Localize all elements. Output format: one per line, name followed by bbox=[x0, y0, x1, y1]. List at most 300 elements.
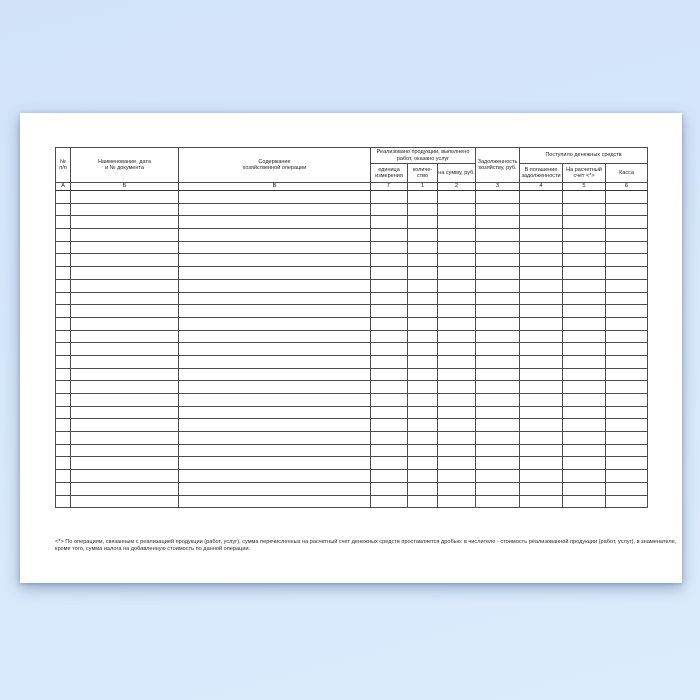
empty-cell bbox=[56, 267, 71, 280]
empty-cell bbox=[563, 216, 606, 229]
empty-cell bbox=[438, 330, 476, 343]
empty-cell bbox=[179, 203, 371, 216]
empty-cell bbox=[371, 279, 408, 292]
empty-cell bbox=[179, 495, 371, 508]
empty-cell bbox=[71, 267, 179, 280]
paper-sheet bbox=[20, 113, 682, 583]
empty-cell bbox=[520, 191, 563, 204]
empty-cell bbox=[179, 419, 371, 432]
header-col-cash-label: Касса bbox=[619, 169, 634, 176]
header-group-received bbox=[520, 148, 648, 164]
column-letter-b: Б bbox=[71, 183, 179, 191]
empty-cell bbox=[179, 343, 371, 356]
empty-cell bbox=[476, 406, 520, 419]
empty-cell bbox=[606, 470, 648, 483]
empty-cell bbox=[71, 432, 179, 445]
empty-cell bbox=[520, 381, 563, 394]
table-row bbox=[56, 343, 648, 356]
empty-cell bbox=[606, 267, 648, 280]
empty-cell bbox=[408, 203, 438, 216]
empty-cell bbox=[438, 343, 476, 356]
empty-cell bbox=[520, 355, 563, 368]
table-row bbox=[56, 279, 648, 292]
empty-cell bbox=[438, 292, 476, 305]
empty-cell bbox=[438, 216, 476, 229]
empty-cell bbox=[56, 394, 71, 407]
empty-cell bbox=[606, 406, 648, 419]
empty-cell bbox=[408, 381, 438, 394]
empty-cell bbox=[408, 432, 438, 445]
empty-cell bbox=[371, 241, 408, 254]
empty-cell bbox=[179, 279, 371, 292]
header-col-number-line1: № bbox=[60, 158, 66, 165]
header-col-amount bbox=[438, 164, 476, 183]
empty-cell bbox=[71, 495, 179, 508]
empty-cell bbox=[563, 470, 606, 483]
empty-cell bbox=[606, 216, 648, 229]
empty-cell bbox=[520, 343, 563, 356]
table-row bbox=[56, 330, 648, 343]
empty-cell bbox=[56, 432, 71, 445]
header-col-unit-line2: измерения bbox=[375, 173, 403, 179]
empty-cell bbox=[56, 343, 71, 356]
empty-cell bbox=[71, 317, 179, 330]
empty-cell bbox=[476, 343, 520, 356]
empty-cell bbox=[476, 279, 520, 292]
empty-cell bbox=[371, 216, 408, 229]
column-number-2: 2 bbox=[438, 183, 476, 191]
empty-cell bbox=[563, 254, 606, 267]
table-row bbox=[56, 241, 648, 254]
empty-cell bbox=[476, 495, 520, 508]
empty-cell bbox=[520, 305, 563, 318]
empty-cell bbox=[408, 368, 438, 381]
empty-cell bbox=[179, 229, 371, 242]
empty-cell bbox=[563, 355, 606, 368]
empty-cell bbox=[476, 381, 520, 394]
header-col-cash bbox=[606, 164, 648, 183]
empty-cell bbox=[563, 241, 606, 254]
empty-cell bbox=[520, 406, 563, 419]
empty-cell bbox=[520, 229, 563, 242]
header-col-operation-content bbox=[179, 148, 371, 183]
empty-cell bbox=[371, 317, 408, 330]
empty-cell bbox=[606, 394, 648, 407]
empty-cell bbox=[606, 229, 648, 242]
empty-cell bbox=[438, 368, 476, 381]
empty-cell bbox=[179, 254, 371, 267]
empty-cell bbox=[563, 343, 606, 356]
column-letter-a: А bbox=[56, 183, 71, 191]
empty-cell bbox=[71, 229, 179, 242]
column-letter-g: Г bbox=[371, 183, 408, 191]
empty-cell bbox=[371, 229, 408, 242]
empty-cell bbox=[476, 394, 520, 407]
table-header bbox=[56, 148, 648, 191]
header-col-quantity-line1: количе- bbox=[412, 166, 433, 173]
header-col-document bbox=[71, 148, 179, 183]
empty-cell bbox=[408, 470, 438, 483]
empty-cell bbox=[520, 216, 563, 229]
empty-cell bbox=[563, 432, 606, 445]
empty-cell bbox=[71, 381, 179, 394]
empty-cell bbox=[71, 368, 179, 381]
table-row bbox=[56, 495, 648, 508]
empty-cell bbox=[606, 279, 648, 292]
empty-cell bbox=[71, 343, 179, 356]
empty-cell bbox=[563, 495, 606, 508]
empty-cell bbox=[606, 444, 648, 457]
header-col-repayment-line2: задолженности bbox=[521, 173, 561, 179]
empty-cell bbox=[476, 317, 520, 330]
empty-cell bbox=[476, 457, 520, 470]
empty-cell bbox=[179, 470, 371, 483]
header-row-groups bbox=[56, 148, 648, 164]
header-col-repayment-line1: В погашение bbox=[524, 166, 558, 173]
empty-cell bbox=[563, 279, 606, 292]
empty-cell bbox=[563, 330, 606, 343]
empty-cell bbox=[56, 470, 71, 483]
empty-cell bbox=[520, 203, 563, 216]
header-group-received-label: Поступило денежных средств bbox=[545, 152, 622, 159]
header-col-settlement-account-line1: На расчетный bbox=[566, 166, 602, 173]
empty-cell bbox=[606, 419, 648, 432]
column-number-6: 6 bbox=[606, 183, 648, 191]
header-col-quantity bbox=[408, 164, 438, 183]
table-row bbox=[56, 216, 648, 229]
table-row bbox=[56, 292, 648, 305]
empty-cell bbox=[520, 482, 563, 495]
empty-cell bbox=[179, 457, 371, 470]
empty-cell bbox=[71, 191, 179, 204]
empty-cell bbox=[438, 267, 476, 280]
empty-cell bbox=[371, 457, 408, 470]
empty-cell bbox=[520, 330, 563, 343]
empty-cell bbox=[520, 317, 563, 330]
empty-cell bbox=[476, 203, 520, 216]
header-col-operation-content-line1: Содержание bbox=[258, 158, 291, 165]
empty-cell bbox=[606, 292, 648, 305]
header-col-number bbox=[56, 148, 71, 183]
empty-cell bbox=[71, 241, 179, 254]
empty-cell bbox=[438, 432, 476, 445]
empty-cell bbox=[520, 419, 563, 432]
header-col-document-line2: и № документа bbox=[105, 165, 144, 171]
empty-cell bbox=[408, 241, 438, 254]
empty-cell bbox=[606, 495, 648, 508]
empty-cell bbox=[520, 495, 563, 508]
empty-cell bbox=[371, 203, 408, 216]
table-row bbox=[56, 355, 648, 368]
empty-cell bbox=[563, 203, 606, 216]
empty-cell bbox=[71, 203, 179, 216]
empty-cell bbox=[179, 394, 371, 407]
empty-cell bbox=[371, 394, 408, 407]
empty-cell bbox=[438, 419, 476, 432]
empty-cell bbox=[179, 330, 371, 343]
empty-cell bbox=[408, 216, 438, 229]
empty-cell bbox=[476, 241, 520, 254]
empty-cell bbox=[56, 495, 71, 508]
header-col-repayment bbox=[520, 164, 563, 183]
empty-cell bbox=[179, 216, 371, 229]
empty-cell bbox=[71, 292, 179, 305]
empty-cell bbox=[71, 394, 179, 407]
empty-cell bbox=[438, 495, 476, 508]
empty-cell bbox=[56, 457, 71, 470]
footnote-line2: кроме того, сумма налога на добавленную стоимость по данной операции. bbox=[55, 546, 251, 552]
empty-cell bbox=[438, 381, 476, 394]
table-row bbox=[56, 305, 648, 318]
header-group-sold bbox=[371, 148, 476, 164]
empty-cell bbox=[371, 355, 408, 368]
empty-cell bbox=[56, 191, 71, 204]
empty-cell bbox=[179, 406, 371, 419]
empty-cell bbox=[56, 216, 71, 229]
table-row bbox=[56, 482, 648, 495]
empty-cell bbox=[438, 191, 476, 204]
table-row bbox=[56, 381, 648, 394]
column-number-1: 1 bbox=[408, 183, 438, 191]
empty-cell bbox=[371, 191, 408, 204]
empty-cell bbox=[606, 241, 648, 254]
empty-cell bbox=[563, 368, 606, 381]
empty-cell bbox=[408, 279, 438, 292]
empty-cell bbox=[476, 432, 520, 445]
empty-cell bbox=[606, 355, 648, 368]
empty-cell bbox=[476, 191, 520, 204]
empty-cell bbox=[56, 368, 71, 381]
empty-cell bbox=[408, 254, 438, 267]
table-row bbox=[56, 229, 648, 242]
empty-cell bbox=[520, 279, 563, 292]
table-row bbox=[56, 419, 648, 432]
empty-cell bbox=[606, 432, 648, 445]
empty-cell bbox=[179, 267, 371, 280]
empty-cell bbox=[371, 444, 408, 457]
empty-cell bbox=[563, 419, 606, 432]
column-letter-v: В bbox=[179, 183, 371, 191]
header-col-debt-line2: хозяйству, руб. bbox=[478, 165, 517, 171]
empty-cell bbox=[56, 419, 71, 432]
footnote bbox=[55, 539, 677, 553]
column-number-3: 3 bbox=[476, 183, 520, 191]
table-row bbox=[56, 267, 648, 280]
empty-cell bbox=[71, 419, 179, 432]
empty-cell bbox=[179, 317, 371, 330]
empty-cell bbox=[606, 254, 648, 267]
empty-cell bbox=[408, 457, 438, 470]
empty-cell bbox=[179, 368, 371, 381]
empty-cell bbox=[408, 292, 438, 305]
empty-cell bbox=[71, 470, 179, 483]
header-group-sold-line2: работ, оказано услуг bbox=[396, 155, 450, 162]
empty-cell bbox=[71, 457, 179, 470]
empty-cell bbox=[476, 470, 520, 483]
empty-cell bbox=[56, 355, 71, 368]
empty-cell bbox=[476, 216, 520, 229]
header-col-quantity-line2: ство bbox=[416, 173, 429, 179]
empty-cell bbox=[606, 457, 648, 470]
empty-cell bbox=[371, 254, 408, 267]
empty-cell bbox=[408, 482, 438, 495]
empty-cell bbox=[520, 267, 563, 280]
table-row bbox=[56, 444, 648, 457]
empty-cell bbox=[438, 279, 476, 292]
empty-cell bbox=[520, 470, 563, 483]
empty-cell bbox=[56, 203, 71, 216]
empty-cell bbox=[563, 444, 606, 457]
empty-cell bbox=[520, 368, 563, 381]
empty-cell bbox=[438, 254, 476, 267]
empty-cell bbox=[476, 254, 520, 267]
table-row bbox=[56, 191, 648, 204]
empty-cell bbox=[71, 216, 179, 229]
empty-cell bbox=[179, 191, 371, 204]
empty-cell bbox=[438, 203, 476, 216]
empty-cell bbox=[563, 267, 606, 280]
empty-cell bbox=[476, 419, 520, 432]
empty-cell bbox=[606, 343, 648, 356]
empty-cell bbox=[408, 495, 438, 508]
empty-cell bbox=[606, 203, 648, 216]
empty-cell bbox=[371, 292, 408, 305]
empty-cell bbox=[438, 317, 476, 330]
empty-cell bbox=[520, 394, 563, 407]
empty-cell bbox=[71, 406, 179, 419]
empty-cell bbox=[371, 432, 408, 445]
empty-cell bbox=[56, 254, 71, 267]
empty-cell bbox=[56, 381, 71, 394]
empty-cell bbox=[179, 482, 371, 495]
empty-cell bbox=[56, 406, 71, 419]
table-row bbox=[56, 432, 648, 445]
header-col-debt-line1: Задолженность bbox=[477, 158, 518, 165]
empty-cell bbox=[56, 444, 71, 457]
empty-cell bbox=[56, 279, 71, 292]
empty-cell bbox=[476, 267, 520, 280]
empty-cell bbox=[520, 457, 563, 470]
empty-cell bbox=[408, 394, 438, 407]
empty-cell bbox=[606, 305, 648, 318]
empty-cell bbox=[408, 343, 438, 356]
header-col-debt bbox=[476, 148, 520, 183]
table-row bbox=[56, 470, 648, 483]
empty-cell bbox=[563, 482, 606, 495]
empty-cell bbox=[408, 305, 438, 318]
empty-cell bbox=[408, 355, 438, 368]
column-number-5: 5 bbox=[563, 183, 606, 191]
empty-cell bbox=[371, 267, 408, 280]
table-row bbox=[56, 254, 648, 267]
empty-cell bbox=[476, 330, 520, 343]
empty-cell bbox=[520, 241, 563, 254]
empty-cell bbox=[563, 191, 606, 204]
empty-cell bbox=[520, 292, 563, 305]
empty-cell bbox=[56, 330, 71, 343]
empty-cell bbox=[476, 444, 520, 457]
table-row bbox=[56, 317, 648, 330]
empty-cell bbox=[476, 305, 520, 318]
empty-cell bbox=[371, 305, 408, 318]
empty-cell bbox=[563, 292, 606, 305]
empty-cell bbox=[606, 317, 648, 330]
empty-cell bbox=[438, 457, 476, 470]
footnote-line1: <*> По операциям, связанным с реализацией продукции (работ, услуг), сумма перечисленных на расчетный счет денежных средств проставляется дробью: в числителе - стоимость реализованной продукции (работ, услуг), в знаменателе, bbox=[55, 539, 677, 545]
empty-cell bbox=[56, 241, 71, 254]
empty-cell bbox=[371, 343, 408, 356]
empty-cell bbox=[408, 191, 438, 204]
empty-cell bbox=[71, 279, 179, 292]
header-col-operation-content-line2: хозяйственной операции bbox=[242, 165, 307, 171]
empty-cell bbox=[56, 292, 71, 305]
empty-cell bbox=[520, 432, 563, 445]
empty-cell bbox=[476, 229, 520, 242]
empty-cell bbox=[71, 330, 179, 343]
empty-cell bbox=[71, 305, 179, 318]
empty-cell bbox=[179, 381, 371, 394]
empty-cell bbox=[438, 406, 476, 419]
empty-cell bbox=[563, 406, 606, 419]
empty-cell bbox=[408, 317, 438, 330]
header-col-document-line1: Наименование, дата bbox=[98, 158, 151, 165]
empty-cell bbox=[179, 355, 371, 368]
empty-cell bbox=[438, 482, 476, 495]
empty-cell bbox=[71, 444, 179, 457]
header-col-settlement-account bbox=[563, 164, 606, 183]
empty-cell bbox=[476, 355, 520, 368]
empty-cell bbox=[371, 330, 408, 343]
empty-cell bbox=[606, 368, 648, 381]
empty-cell bbox=[56, 229, 71, 242]
empty-cell bbox=[520, 254, 563, 267]
empty-cell bbox=[438, 470, 476, 483]
empty-cell bbox=[438, 305, 476, 318]
empty-cell bbox=[56, 305, 71, 318]
empty-cell bbox=[371, 482, 408, 495]
empty-cell bbox=[563, 457, 606, 470]
empty-cell bbox=[179, 432, 371, 445]
header-col-number-line2: п/п bbox=[59, 165, 67, 171]
header-col-amount-label: на сумму, руб. bbox=[438, 169, 475, 176]
empty-cell bbox=[56, 317, 71, 330]
header-col-unit-line1: единица bbox=[378, 166, 400, 173]
empty-cell bbox=[179, 444, 371, 457]
empty-cell bbox=[563, 305, 606, 318]
empty-cell bbox=[71, 482, 179, 495]
empty-cell bbox=[563, 394, 606, 407]
empty-cell bbox=[408, 267, 438, 280]
business-operations-register-table bbox=[55, 147, 648, 508]
empty-cell bbox=[408, 229, 438, 242]
empty-cell bbox=[371, 470, 408, 483]
empty-cell bbox=[371, 495, 408, 508]
table-row bbox=[56, 394, 648, 407]
header-row-column-letters bbox=[56, 183, 648, 191]
empty-cell bbox=[408, 330, 438, 343]
empty-cell bbox=[371, 381, 408, 394]
empty-cell bbox=[179, 292, 371, 305]
empty-cell bbox=[606, 330, 648, 343]
empty-cell bbox=[408, 444, 438, 457]
empty-cell bbox=[71, 254, 179, 267]
empty-cell bbox=[371, 368, 408, 381]
empty-cell bbox=[476, 368, 520, 381]
header-col-settlement-account-line2: счет <*> bbox=[573, 173, 595, 179]
empty-cell bbox=[606, 482, 648, 495]
empty-cell bbox=[408, 406, 438, 419]
table-row bbox=[56, 203, 648, 216]
